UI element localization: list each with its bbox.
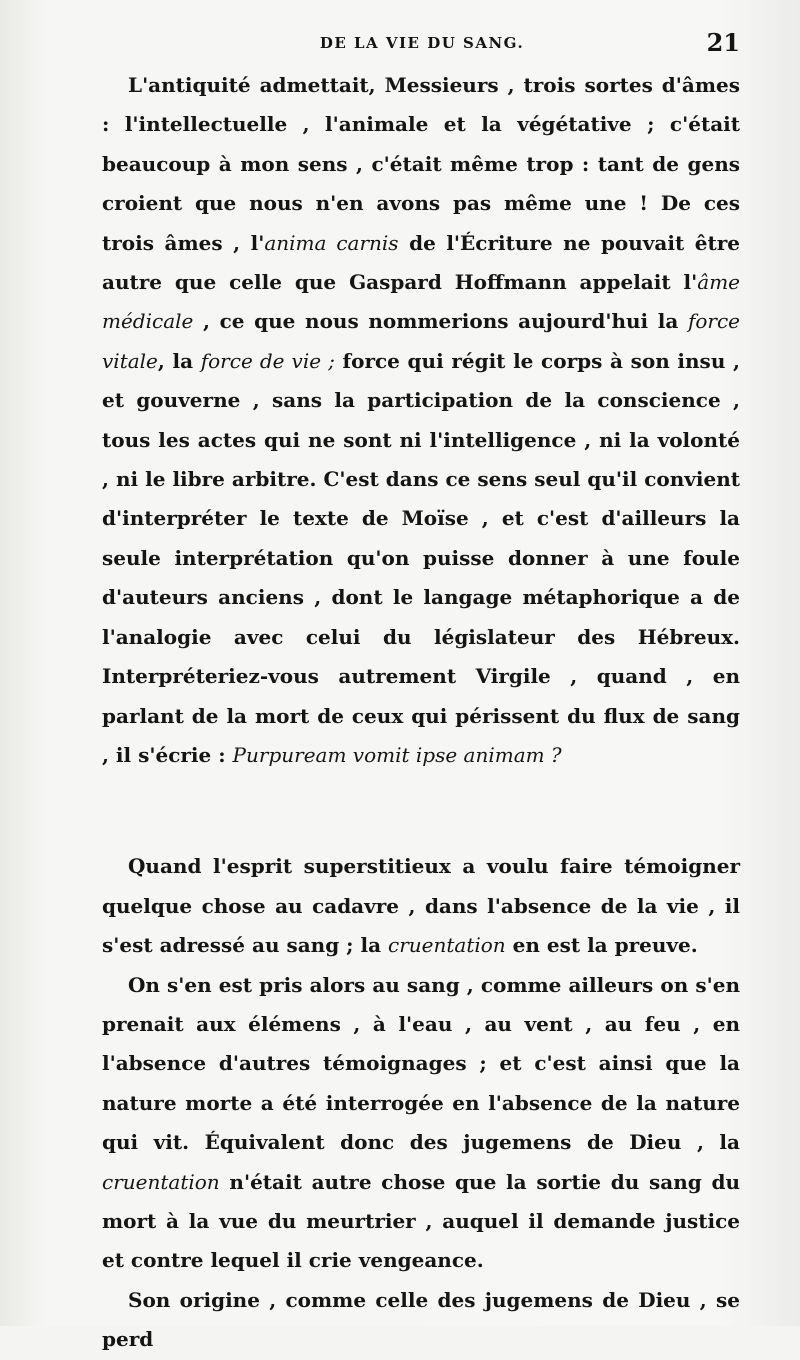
page-header	[102, 28, 742, 58]
text-run: , ce que nous nommerions aujourd'hui la	[193, 309, 688, 334]
text-run: n'était autre chose que la sortie du sang du mort à la vue du meurtrier , auquel il demande justice et contre lequel il crie vengeance.	[102, 1169, 740, 1273]
italic-run: force de vie ;	[200, 348, 335, 373]
text-run: Son origine , comme celle des jugemens de Dieu , se perd	[102, 1287, 740, 1352]
italic-run: force vitale	[102, 309, 740, 373]
italic-run: Purpuream vomit ipse animam ?	[232, 742, 562, 767]
text-run: de l'Écriture ne pouvait être autre que celle que Gaspard Hoffmann appelait l'	[102, 230, 740, 295]
text-run: Quand l'esprit superstitieux a voulu faire témoigner quelque chose au cadavre , dans l'absence de la vie , il s'est adressé au sang ; la	[102, 854, 740, 958]
text-run: On s'en est pris alors au sang , comme ailleurs on s'en prenait aux élémens , à l'eau , au vent , au feu , en l'absence d'autres témoignages ; et c'est ainsi que la nature morte a été interrogée en l'absence de la nature qui vit. Équivalent donc des jugemens de Dieu , la	[102, 972, 740, 1155]
italic-run: cruentation	[388, 933, 506, 958]
italic-run: âme médicale	[102, 270, 740, 334]
text-run: , la	[157, 348, 201, 373]
paragraph	[102, 847, 740, 965]
italic-run: cruentation	[102, 1169, 220, 1194]
body-text	[102, 66, 740, 1360]
text-run: en est la preuve.	[505, 933, 698, 958]
paragraph	[102, 1281, 740, 1360]
italic-run: anima carnis	[264, 230, 399, 255]
paragraph	[102, 66, 740, 775]
running-head: DE LA VIE DU SANG.	[319, 34, 525, 52]
text-run: force qui régit le corps à son insu , et gouverne , sans la participation de la conscience , tous les actes qui ne sont ni l'intelligence , ni la volonté , ni le libre arbitre. C'est dans ce sens seul qu'il convient d'interpréter le texte de Moïse , et c'est d'ailleurs la seule interprétation qu'on puisse donner à une foule d'auteurs anciens , dont le langage métaphorique a de l'analogie avec celui du législateur des Hébreux. Interpréteriez-vous autrement Virgile , quand , en parlant de la mort de ceux qui périssent du flux de sang , il s'écrie :	[102, 348, 740, 767]
paragraph	[102, 966, 740, 1281]
page-number: 21	[706, 28, 740, 57]
text-run: L'antiquité admettait, Messieurs , trois sortes d'âmes : l'intellectuelle , l'animale et la végétative ; c'était beaucoup à mon sens , c'était même trop : tant de gens croient que nous n'en avons pas même une ! De ces trois âmes , l'	[102, 73, 740, 255]
